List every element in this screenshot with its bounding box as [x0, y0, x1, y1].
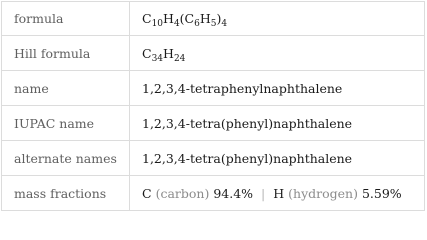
row-label-formula: formula	[2, 2, 130, 36]
alternate-names-value: 1,2,3,4-tetra(phenyl)naphthalene	[130, 141, 425, 176]
iupac-name-value: 1,2,3,4-tetra(phenyl)naphthalene	[130, 106, 425, 141]
properties-table	[1, 1, 425, 211]
hill-formula-value: $C_{34}H_{24}$	[130, 36, 425, 71]
hydrogen-symbol: H	[273, 185, 285, 201]
table-row	[2, 36, 425, 71]
row-label-name: name	[2, 71, 130, 106]
table-row	[2, 2, 425, 36]
formula-value: $C_{10}H_4(C_6H_5)_4$	[130, 2, 425, 36]
table-row	[2, 71, 425, 106]
row-label-mass-fractions: mass fractions	[2, 176, 130, 211]
table-row	[2, 176, 425, 211]
row-label-hill-formula: Hill formula	[2, 36, 130, 71]
fraction-separator: |	[261, 185, 266, 201]
hydrogen-percent: 5.59%	[361, 185, 402, 201]
carbon-element-name: (carbon)	[155, 185, 210, 201]
mass-fractions-value	[130, 176, 425, 211]
table-row	[2, 106, 425, 141]
name-value: 1,2,3,4-tetraphenylnaphthalene	[130, 71, 425, 106]
row-label-alternate-names: alternate names	[2, 141, 130, 176]
table-row	[2, 141, 425, 176]
carbon-percent: 94.4%	[213, 185, 254, 201]
row-label-iupac-name: IUPAC name	[2, 106, 130, 141]
hydrogen-element-name: (hydrogen)	[288, 185, 358, 201]
carbon-symbol: C	[142, 185, 152, 201]
